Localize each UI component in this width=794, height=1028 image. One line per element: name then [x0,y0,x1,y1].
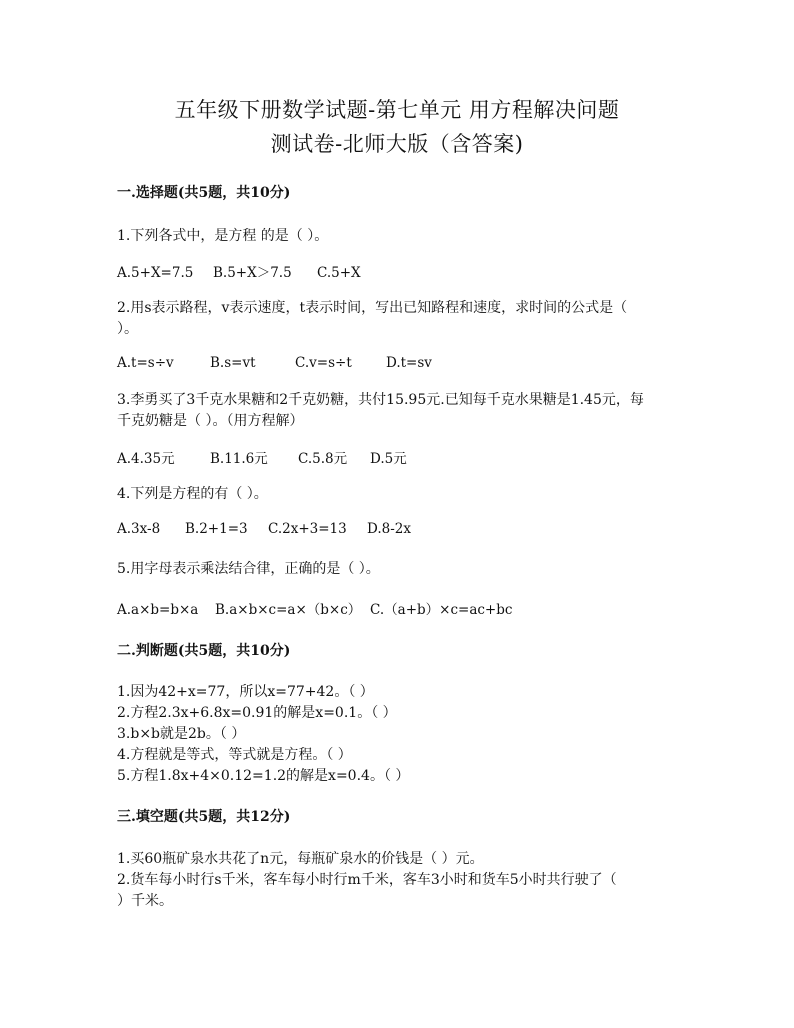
option-b: B.2+1=3 [185,521,248,537]
option-b: B.a×b×c=a×（b×c） [215,602,362,618]
option-a: A.3x-8 [117,521,161,537]
fill-in-item-continuation: ）千米。 [117,893,173,909]
fill-in-item: 1.买60瓶矿泉水共花了n元，每瓶矿泉水的价钱是（ ）元。 [117,851,484,867]
question-2-text-line1: 2.用s表示路程，v表示速度，t表示时间，写出已知路程和速度，求时间的公式是（ [117,300,628,316]
option-c: C.2x+3=13 [268,521,347,537]
document-title-line2: 测试卷-北师大版（含答案) [270,132,524,156]
question-5-text: 5.用字母表示乘法结合律，正确的是（ ）。 [117,561,380,577]
option-a: A.t=s÷v [117,355,174,371]
question-2-text-line2: ）。 [117,321,138,337]
document-title-line1: 五年级下册数学试题-第七单元 用方程解决问题 [174,98,620,122]
section-heading-multiple-choice: 一.选择题(共5题，共10分) [117,185,291,201]
option-b: B.5+X＞7.5 [213,265,292,281]
option-c: C.5+X [317,265,361,281]
option-a: A.4.35元 [117,451,175,467]
question-4-options [117,521,411,537]
judgment-item: 1.因为42+x=77，所以x=77+42。（ ） [117,684,374,700]
question-3-text-line2: 千克奶糖是（ ）。（用方程解） [117,413,304,429]
question-1-options [117,261,361,281]
question-4-text: 4.下列是方程的有（ ）。 [117,486,268,502]
question-3-text-line1: 3.李勇买了3千克水果糖和2千克奶糖，共付15.95元.已知每千克水果糖是1.45元，每 [117,392,644,408]
option-d: D.8-2x [367,521,411,537]
option-c: C.5.8元 [298,451,348,467]
section-heading-true-false: 二.判断题(共5题，共10分) [117,643,291,659]
option-d: D.5元 [370,451,407,467]
judgment-item: 4.方程就是等式，等式就是方程。（ ） [117,747,352,763]
option-b: B.11.6元 [210,451,268,467]
option-b: B.s=vt [210,355,256,371]
section-heading-fill-in: 三.填空题(共5题，共12分) [117,809,291,825]
question-3-options [117,447,407,467]
option-c: C.（a+b）×c=ac+bc [370,602,513,618]
option-d: D.t=sv [386,355,432,371]
question-5-options [117,598,512,618]
judgment-item: 2.方程2.3x+6.8x=0.91的解是x=0.1。（ ） [117,705,397,721]
judgment-item: 5.方程1.8x+4×0.12=1.2的解是x=0.4。（ ） [117,768,410,784]
fill-in-item: 2.货车每小时行s千米，客车每小时行m千米，客车3小时和货车5小时共行驶了（ [117,872,617,888]
judgment-item: 3.b×b就是2b。（ ） [117,726,246,742]
option-a: A.5+X=7.5 [117,265,194,281]
option-a: A.a×b=b×a [117,602,199,618]
question-1-text: 1.下列各式中，是方程 的是（ ）。 [117,228,329,244]
option-c: C.v=s÷t [295,355,352,371]
question-2-options [117,355,432,371]
